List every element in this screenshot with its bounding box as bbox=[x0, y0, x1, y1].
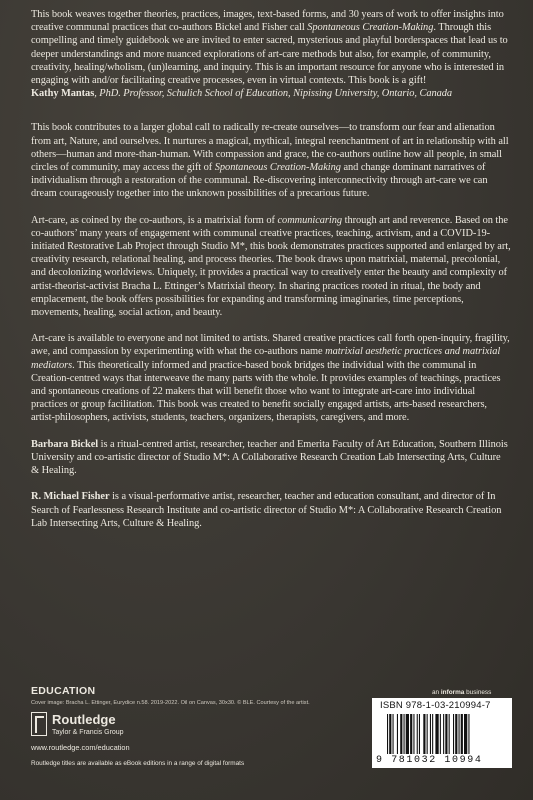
paragraph-text: . This theoretically informed and practice-based book bridges the individual with the communal in Creation-centred ways that interweave the many parts with the whole. It provides examples of teachings, practices and spontaneous creations of 22 makers that will benefit those who want to integrate art-care into individual practices or group facilitation. This book was created to benefit socially engaged artists, arts-based researchers, artist-philosophers, activists, students, teachers, organizers, therapists, caregivers, and more. bbox=[31, 359, 501, 424]
publisher-name: Routledge bbox=[52, 712, 116, 727]
bio-text: is a visual-performative artist, researcher, teacher and education consultant, and director of In Search of Fearlessness Research Institute and co-artistic director of Studio M*: A Collaborative Research Creation Lab Intersecting Arts, Culture & Healing. bbox=[31, 491, 502, 529]
endorser-name: Kathy Mantas bbox=[31, 88, 95, 100]
endorsement-blurb bbox=[31, 8, 511, 100]
endorser-title: , PhD. Professor, Schulich School of Education, Nipissing University, Ontario, Canada bbox=[94, 88, 453, 100]
informa-text: business bbox=[464, 689, 492, 696]
author-name: R. Michael Fisher bbox=[31, 491, 110, 503]
ebook-note: Routledge titles are available as eBook editions in a range of digital formats bbox=[31, 760, 245, 767]
paragraph-text: Art-care is available to everyone and not limited to artists. Shared creative practices call forth open-inquiry, fragility, awe, and compassion by experimenting with what the co-authors name bbox=[31, 333, 510, 358]
author-name: Barbara Bickel bbox=[31, 438, 99, 450]
description-paragraph bbox=[31, 214, 511, 320]
book-title-italic: Spontaneous Creation-Making bbox=[214, 162, 341, 174]
publisher-url[interactable]: www.routledge.com/education bbox=[31, 743, 130, 752]
subject-category: EDUCATION bbox=[31, 685, 96, 697]
book-title-italic: Spontaneous Creation-Making bbox=[307, 22, 434, 34]
description-paragraph bbox=[31, 332, 511, 424]
isbn-label: ISBN 978-1-03-210994-7 bbox=[380, 700, 491, 711]
cover-image-credit: Cover image: Bracha L. Ettinger, Eurydice n.58. 2019-2022. Oil on Canvas, 30x30. © BLE. Courtesy of the artist. bbox=[31, 700, 310, 706]
barcode-digits: 9 781032 10994 bbox=[376, 755, 483, 766]
blurb-text: This book weaves together theories, practices, images, text-based forms, and 30 years of work to offer insights into creative communal practices that co-authors Bickel and Fisher call bbox=[31, 9, 504, 34]
paragraph-text: and change dominant narratives of individualism through a restoration of the communal. Re-discovering interconnectivity through art-care we can dream courageously together into the unknown possibilities of a precarious future. bbox=[31, 162, 488, 200]
blurb-text: . Through this compelling and timely guidebook we are invited to enter sacred, mysterious and playful borderspaces that lead us to deeper understandings and more nuanced explorations of art-care methods but also, for example, of community, creativity, healing/wholism, (un)learning, and inquiry. This is an important resource for anyone who is interested in engaging with and/or facilitating creative processes, even in virtual contexts. This book is a gift! bbox=[31, 22, 508, 87]
routledge-logo-icon bbox=[31, 712, 47, 736]
barcode-icon bbox=[387, 714, 505, 754]
bio-text: is a ritual-centred artist, researcher, teacher and Emerita Faculty of Art Education, Southern Illinois University and co-artistic director of Studio M*: A Collaborative Research Creation Lab Intersecting Arts, Culture & Healing. bbox=[31, 438, 508, 477]
author-bio bbox=[31, 490, 511, 530]
italic-term: communicaring bbox=[277, 214, 343, 226]
publisher-group: Taylor & Francis Group bbox=[52, 729, 124, 736]
back-cover-text bbox=[31, 8, 511, 530]
italic-term: matrixial aesthetic practices and matrixial mediators bbox=[31, 346, 501, 371]
description-paragraph bbox=[31, 121, 511, 200]
endorser bbox=[31, 88, 452, 99]
informa-tagline bbox=[432, 689, 491, 696]
paragraph-text: This book contributes to a larger global call to radically re-create ourselves—to transform our fear and alienation from art, Nature, and ourselves. It nurtures a magical, mythical, integral reenchantment of art in relationship with all others—human and more-than-human. With compassion and grace, the co-authors outline how all people, in small circles of community, may access the gift of bbox=[31, 122, 509, 174]
author-bio bbox=[31, 438, 511, 478]
paragraph-text: through art and reverence. Based on the co-authors’ many years of engagement with communal creative practices, teaching, activism, and a COVID-19-initiated Restorative Lab Project through Studio M*, this book demonstrates practices supported and enlarged by art, creativity research, relational healing, and process theories. The book draws upon matrixial, maternal, precolonial, and decolonizing worldviews. Uniquely, it provides a practical way to creatively enter the beauty and complexity of artist-theorist-activist Bracha L. Ettinger’s Matrixial theory. In sharing practices rooted in ritual, the body and emplacement, the book offers possibilities for expanding and transforming imaginaries, time perceptions, movements, healing, social action, and beauty. bbox=[31, 214, 511, 319]
informa-brand: informa bbox=[440, 689, 465, 696]
informa-text: an bbox=[432, 689, 441, 696]
paragraph-text: Art-care, as coined by the co-authors, is a matrixial form of bbox=[31, 214, 278, 226]
